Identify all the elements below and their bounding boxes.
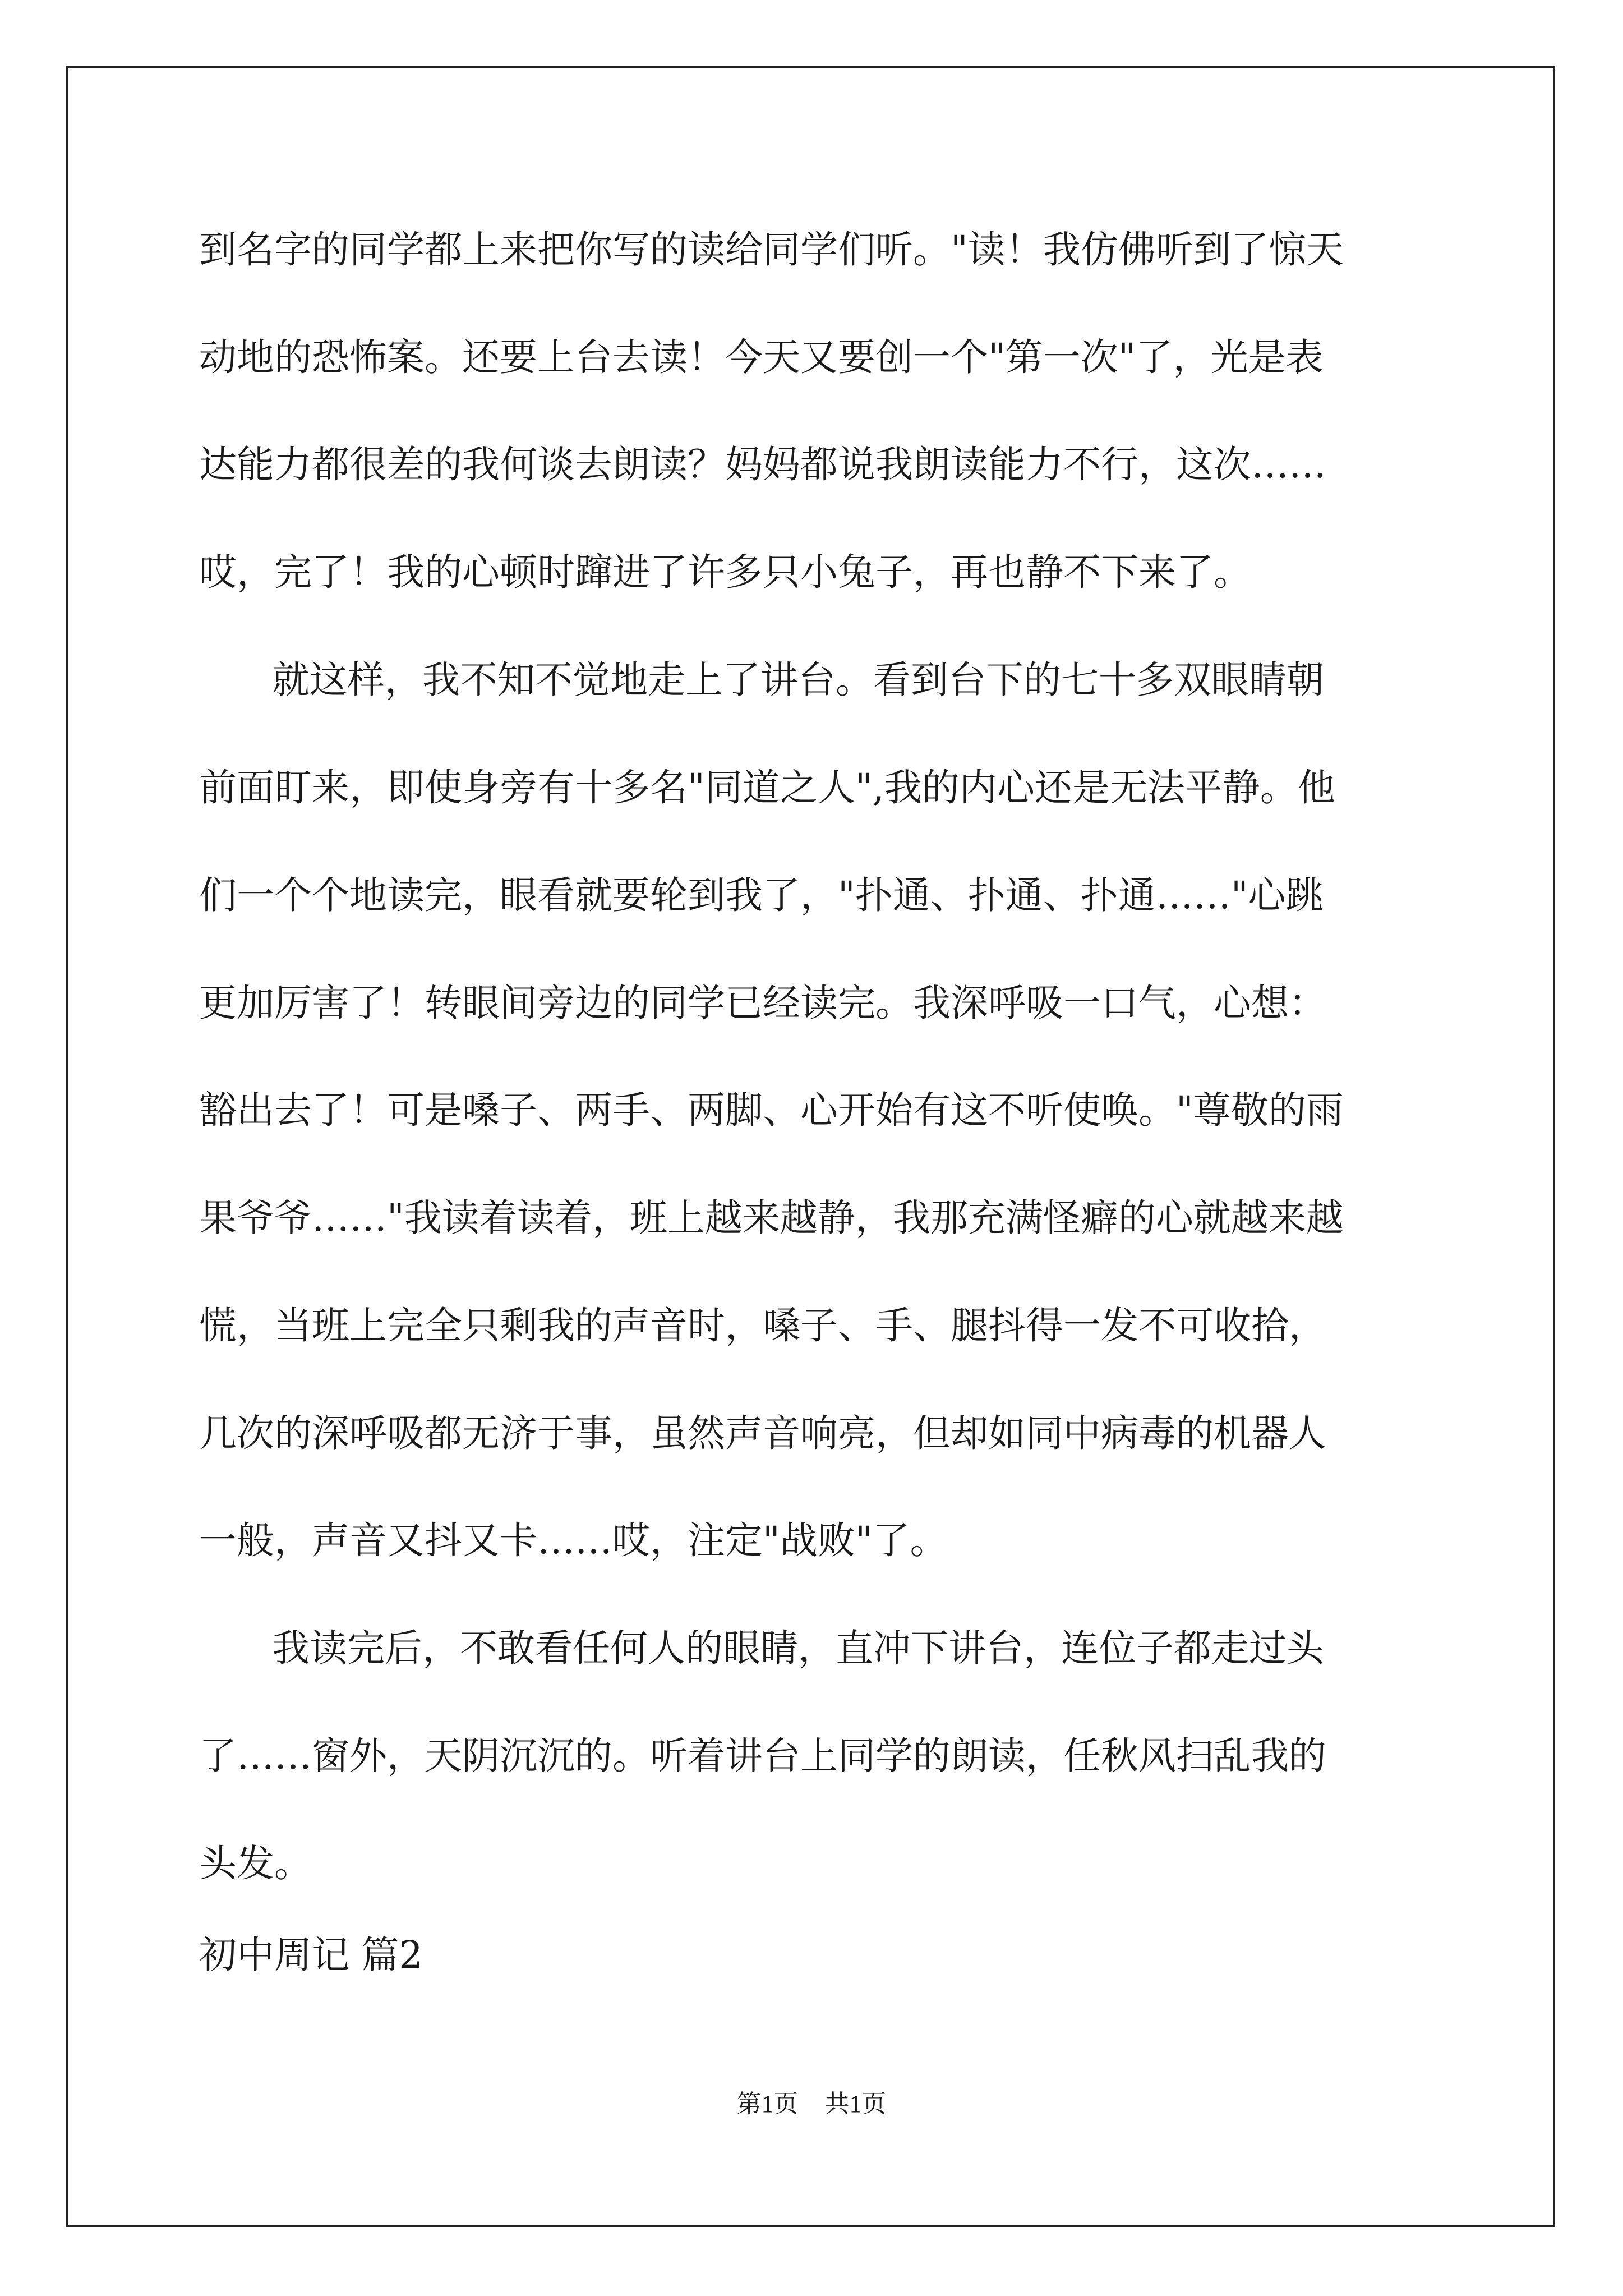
page-total: 共1页 [824, 2090, 887, 2118]
text-line: 更加厉害了！转眼间旁边的同学已经读完。我深呼吸一口气，心想： [199, 981, 1326, 1025]
text-line: 一般，声音又抖又卡……哎，注定"战败"了。 [199, 1519, 948, 1562]
text-line: 动地的恐怖案。还要上台去读！今天又要创一个"第一次"了，光是表 [199, 335, 1324, 379]
page-border [66, 66, 1555, 2227]
text-line: 们一个个地读完，眼看就要轮到我了，"扑通、扑通、扑通……"心跳 [199, 873, 1324, 917]
text-line: 果爷爷……"我读着读着，班上越来越静，我那充满怪癖的心就越来越 [199, 1196, 1344, 1240]
text-line: 慌，当班上完全只剩我的声音时，嗓子、手、腿抖得一发不可收拾， [199, 1304, 1326, 1347]
text-line: 前面盯来，即使身旁有十多名"同道之人",我的内心还是无法平静。他 [199, 766, 1335, 809]
text-line: 豁出去了！可是嗓子、两手、两脚、心开始有这不听使唤。"尊敬的雨 [199, 1088, 1344, 1132]
section-heading: 初中周记 篇2 [199, 1933, 423, 1977]
text-line: 到名字的同学都上来把你写的读给同学们听。"读！我仿佛听到了惊天 [199, 228, 1344, 272]
text-line: 达能力都很差的我何谈去朗读？妈妈都说我朗读能力不行，这次…… [199, 443, 1326, 486]
text-line: 头发。 [199, 1842, 312, 1885]
text-line: 哎，完了！我的心顿时蹿进了许多只小兔子，再也静不下来了。 [199, 550, 1251, 594]
page-footer [0, 2090, 1623, 2119]
text-line: 了……窗外，天阴沉沉的。听着讲台上同学的朗读，任秋风扫乱我的 [199, 1734, 1326, 1778]
text-line: 就这样，我不知不觉地走上了讲台。看到台下的七十多双眼睛朝 [272, 658, 1324, 702]
page-number: 第1页 [736, 2090, 799, 2118]
text-line: 几次的深呼吸都无济于事，虽然声音响亮，但却如同中病毒的机器人 [199, 1411, 1326, 1455]
text-line: 我读完后，不敢看任何人的眼睛，直冲下讲台，连位子都走过头 [272, 1626, 1324, 1670]
